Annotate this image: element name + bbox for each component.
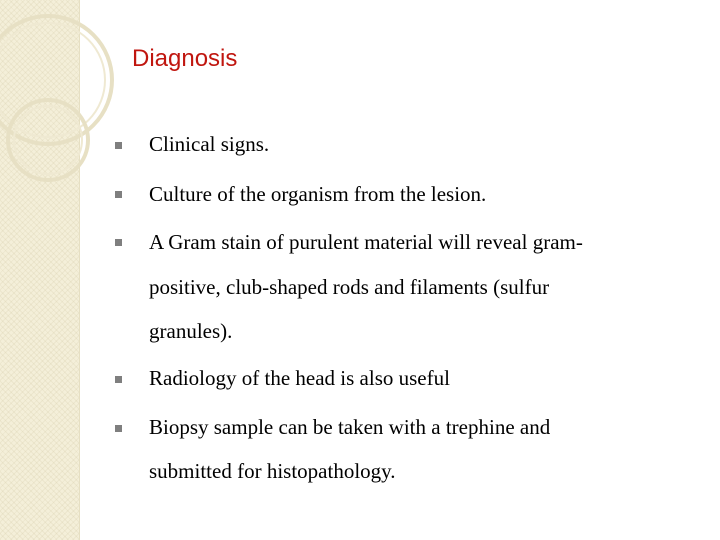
bullet-icon	[115, 191, 122, 198]
bullet-icon	[115, 142, 122, 149]
bullet-icon	[115, 376, 122, 383]
bullet-text: Radiology of the head is also useful	[149, 366, 450, 390]
bullet-text-continuation: submitted for histopathology.	[149, 459, 396, 483]
bullet-text-continuation: granules).	[149, 319, 233, 343]
bullet-icon	[115, 239, 122, 246]
bullet-text: Biopsy sample can be taken with a trephine and	[149, 415, 551, 439]
bullet-text: Culture of the organism from the lesion.	[149, 182, 487, 206]
bullet-text: Clinical signs.	[149, 132, 270, 156]
slide-title: Diagnosis	[132, 45, 238, 72]
bullet-text: A Gram stain of purulent material will reveal gram-	[149, 230, 583, 254]
bullet-icon	[115, 425, 122, 432]
bullet-text-continuation: positive, club-shaped rods and filaments (sulfur	[149, 275, 550, 299]
